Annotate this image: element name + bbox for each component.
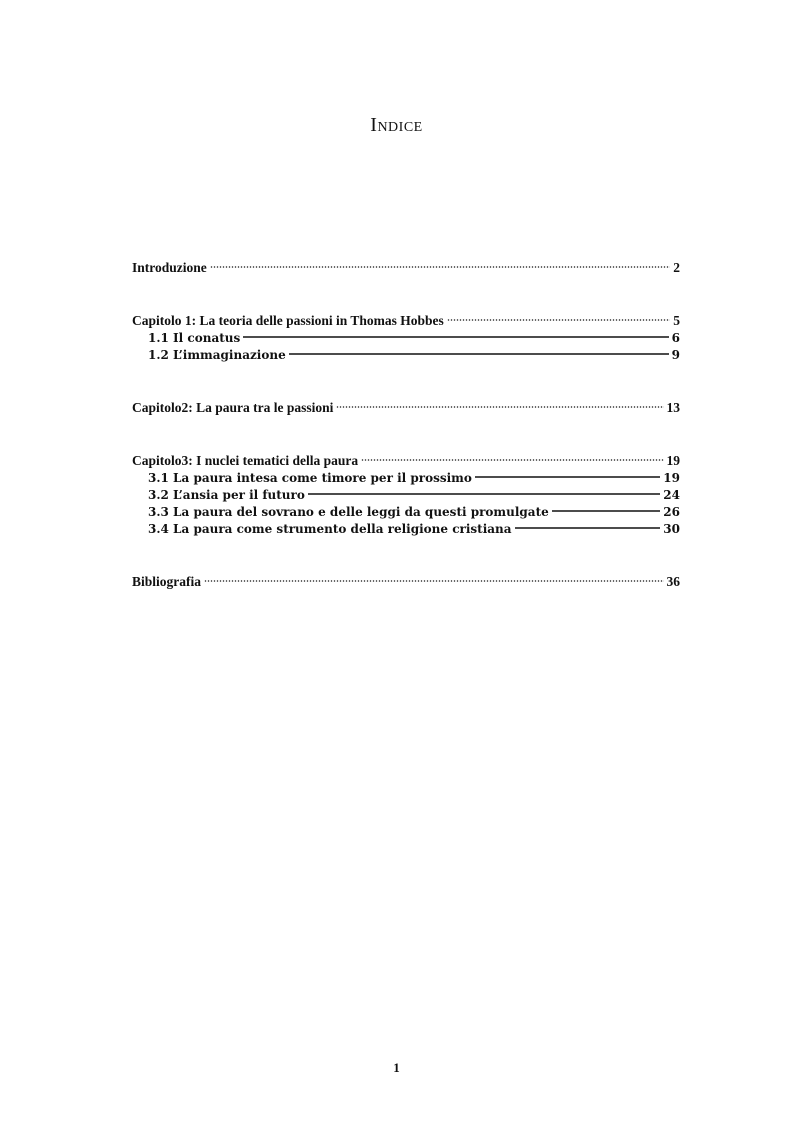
- toc-entry-introduzione[interactable]: [132, 258, 680, 277]
- toc-entry-capitolo-3[interactable]: [132, 451, 680, 470]
- spacer: [132, 277, 680, 311]
- toc-entry-label: 3.1 La paura intesa come timore per il prossimo: [148, 471, 472, 485]
- toc-entry-page: 13: [666, 400, 680, 415]
- toc-entry-label: 1.1 Il conatus: [148, 331, 241, 345]
- toc-entry-page: 9: [671, 348, 680, 362]
- dot-leader: [336, 405, 663, 409]
- toc-entry-3-4[interactable]: [132, 521, 680, 538]
- toc-entry-label: Bibliografia: [132, 574, 202, 589]
- toc-entry-page: 6: [671, 331, 680, 345]
- toc-entry-1-2[interactable]: [132, 347, 680, 364]
- dot-leader: [552, 509, 661, 513]
- toc-entry-label: Introduzione: [132, 260, 207, 275]
- toc-entry-3-1[interactable]: [132, 470, 680, 487]
- toc-entry-label: 3.3 La paura del sovrano e delle leggi da questi promulgate: [148, 505, 549, 519]
- toc-entry-page: 24: [663, 488, 680, 502]
- toc-entry-label: Capitolo2: La paura tra le passioni: [132, 400, 334, 415]
- dot-leader: [308, 492, 660, 496]
- toc-entry-page: 5: [673, 313, 680, 328]
- toc-entry-3-2[interactable]: [132, 487, 680, 504]
- page-title: Indice: [370, 114, 423, 136]
- toc-entry-label: 3.4 La paura come strumento della religione cristiana: [148, 522, 512, 536]
- table-of-contents: [132, 258, 680, 591]
- page-number: 1: [393, 1060, 400, 1075]
- toc-entry-page: 26: [663, 505, 680, 519]
- toc-entry-page: 36: [666, 574, 680, 589]
- dot-leader: [204, 579, 663, 583]
- toc-entry-3-3[interactable]: [132, 504, 680, 521]
- toc-entry-label: 3.2 L’ansia per il futuro: [148, 488, 305, 502]
- dot-leader: [243, 335, 668, 339]
- toc-entry-label: Capitolo 1: La teoria delle passioni in Thomas Hobbes: [132, 313, 444, 328]
- toc-entry-label: Capitolo3: I nuclei tematici della paura: [132, 453, 359, 468]
- dot-leader: [515, 526, 661, 530]
- dot-leader: [475, 475, 660, 479]
- toc-entry-page: 2: [673, 260, 680, 275]
- toc-entry-page: 30: [663, 522, 680, 536]
- toc-entry-capitolo-2[interactable]: [132, 398, 680, 417]
- spacer: [132, 364, 680, 398]
- spacer: [132, 538, 680, 572]
- toc-entry-page: 19: [666, 453, 680, 468]
- dot-leader: [210, 265, 670, 269]
- dot-leader: [361, 458, 663, 462]
- toc-entry-capitolo-1[interactable]: [132, 311, 680, 330]
- toc-entry-page: 19: [663, 471, 680, 485]
- toc-entry-bibliografia[interactable]: [132, 572, 680, 591]
- dot-leader: [289, 352, 669, 356]
- dot-leader: [447, 318, 670, 322]
- toc-entry-label: 1.2 L’immaginazione: [148, 348, 286, 362]
- toc-entry-1-1[interactable]: [132, 330, 680, 347]
- spacer: [132, 417, 680, 451]
